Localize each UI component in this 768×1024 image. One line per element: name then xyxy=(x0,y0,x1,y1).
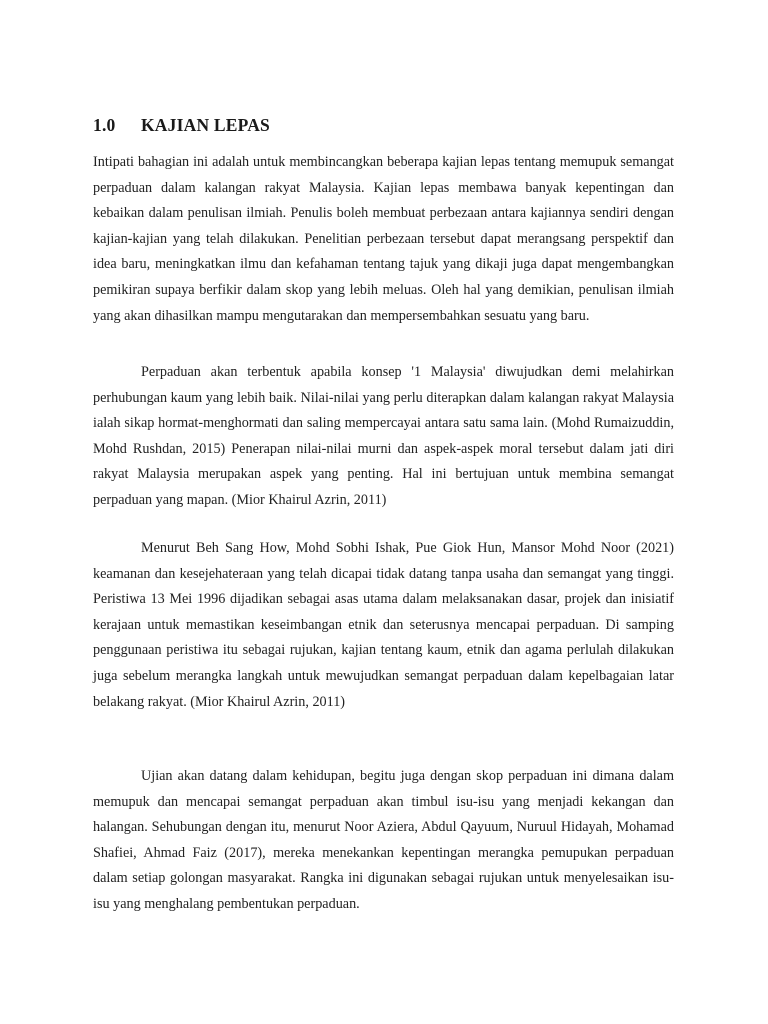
section-number: 1.0 xyxy=(93,114,116,135)
paragraph-2: Perpaduan akan terbentuk apabila konsep '1 Malaysia' diwujudkan demi melahirkan perhubungan kaum yang lebih baik. Nilai-nilai yang perlu diterapkan dalam kalangan rakyat Malaysia ialah sikap hormat-menghormati dan saling mempercayai antara satu sama lain. (Mohd Rumaizuddin, Mohd Rushdan, 2015) Penerapan nilai-nilai murni dan aspek-aspek moral tersebut dalam jati diri rakyat Malaysia merupakan aspek yang penting. Hal ini bertujuan untuk membina semangat perpaduan yang mapan. (Mior Khairul Azrin, 2011) xyxy=(93,364,674,508)
paragraph-3: Menurut Beh Sang How, Mohd Sobhi Ishak, Pue Giok Hun, Mansor Mohd Noor (2021) keamanan dan kesejehateraan yang telah dicapai tidak datang tanpa usaha dan semangat yang tinggi. Peristiwa 13 Mei 1996 dijadikan sebagai asas utama dalam melaksanakan dasar, projek dan inisiatif kerajaan untuk memastikan keseimbangan etnik dan seterusnya mencapai perpaduan. Di samping penggunaan peristiwa itu sebagai rujukan, kajian tentang kaum, etnik dan agama perlulah dilakukan juga sebelum merangka langkah untuk mewujudkan semangat perpaduan dalam kepelbagaian latar belakang rakyat. (Mior Khairul Azrin, 2011) xyxy=(93,540,674,710)
paragraph-4: Ujian akan datang dalam kehidupan, begitu juga dengan skop perpaduan ini dimana dalam memupuk dan mencapai semangat perpaduan akan timbul isu-isu yang menjadi kekangan dan halangan. Sehubungan dengan itu, menurut Noor Aziera, Abdul Qayuum, Nuruul Hidayah, Mohamad Shafiei, Ahmad Faiz (2017), mereka menekankan kepentingan merangka pemupukan perpaduan dalam setiap golongan masyarakat. Rangka ini digunakan sebagai rujukan untuk menyelesaikan isu-isu yang menghalang pembentukan perpaduan. xyxy=(93,768,674,912)
section-title: KAJIAN LEPAS xyxy=(141,114,270,135)
paragraph-1: Intipati bahagian ini adalah untuk membincangkan beberapa kajian lepas tentang memupuk semangat perpaduan dalam kalangan rakyat Malaysia. Kajian lepas membawa banyak kepentingan dan kebaikan dalam penulisan ilmiah. Penulis boleh membuat perbezaan antara kajiannya sendiri dengan kajian-kajian yang telah dilakukan. Penelitian perbezaan tersebut dapat merangsang perspektif dan idea baru, meningkatkan ilmu dan kefahaman tentang tajuk yang dikaji juga dapat mengembangkan pemikiran supaya berfikir dalam skop yang lebih meluas. Oleh hal yang demikian, penulisan ilmiah yang akan dihasilkan mampu mengutarakan dan mempersembahkan sesuatu yang baru. xyxy=(93,154,674,324)
section-heading xyxy=(93,115,270,136)
